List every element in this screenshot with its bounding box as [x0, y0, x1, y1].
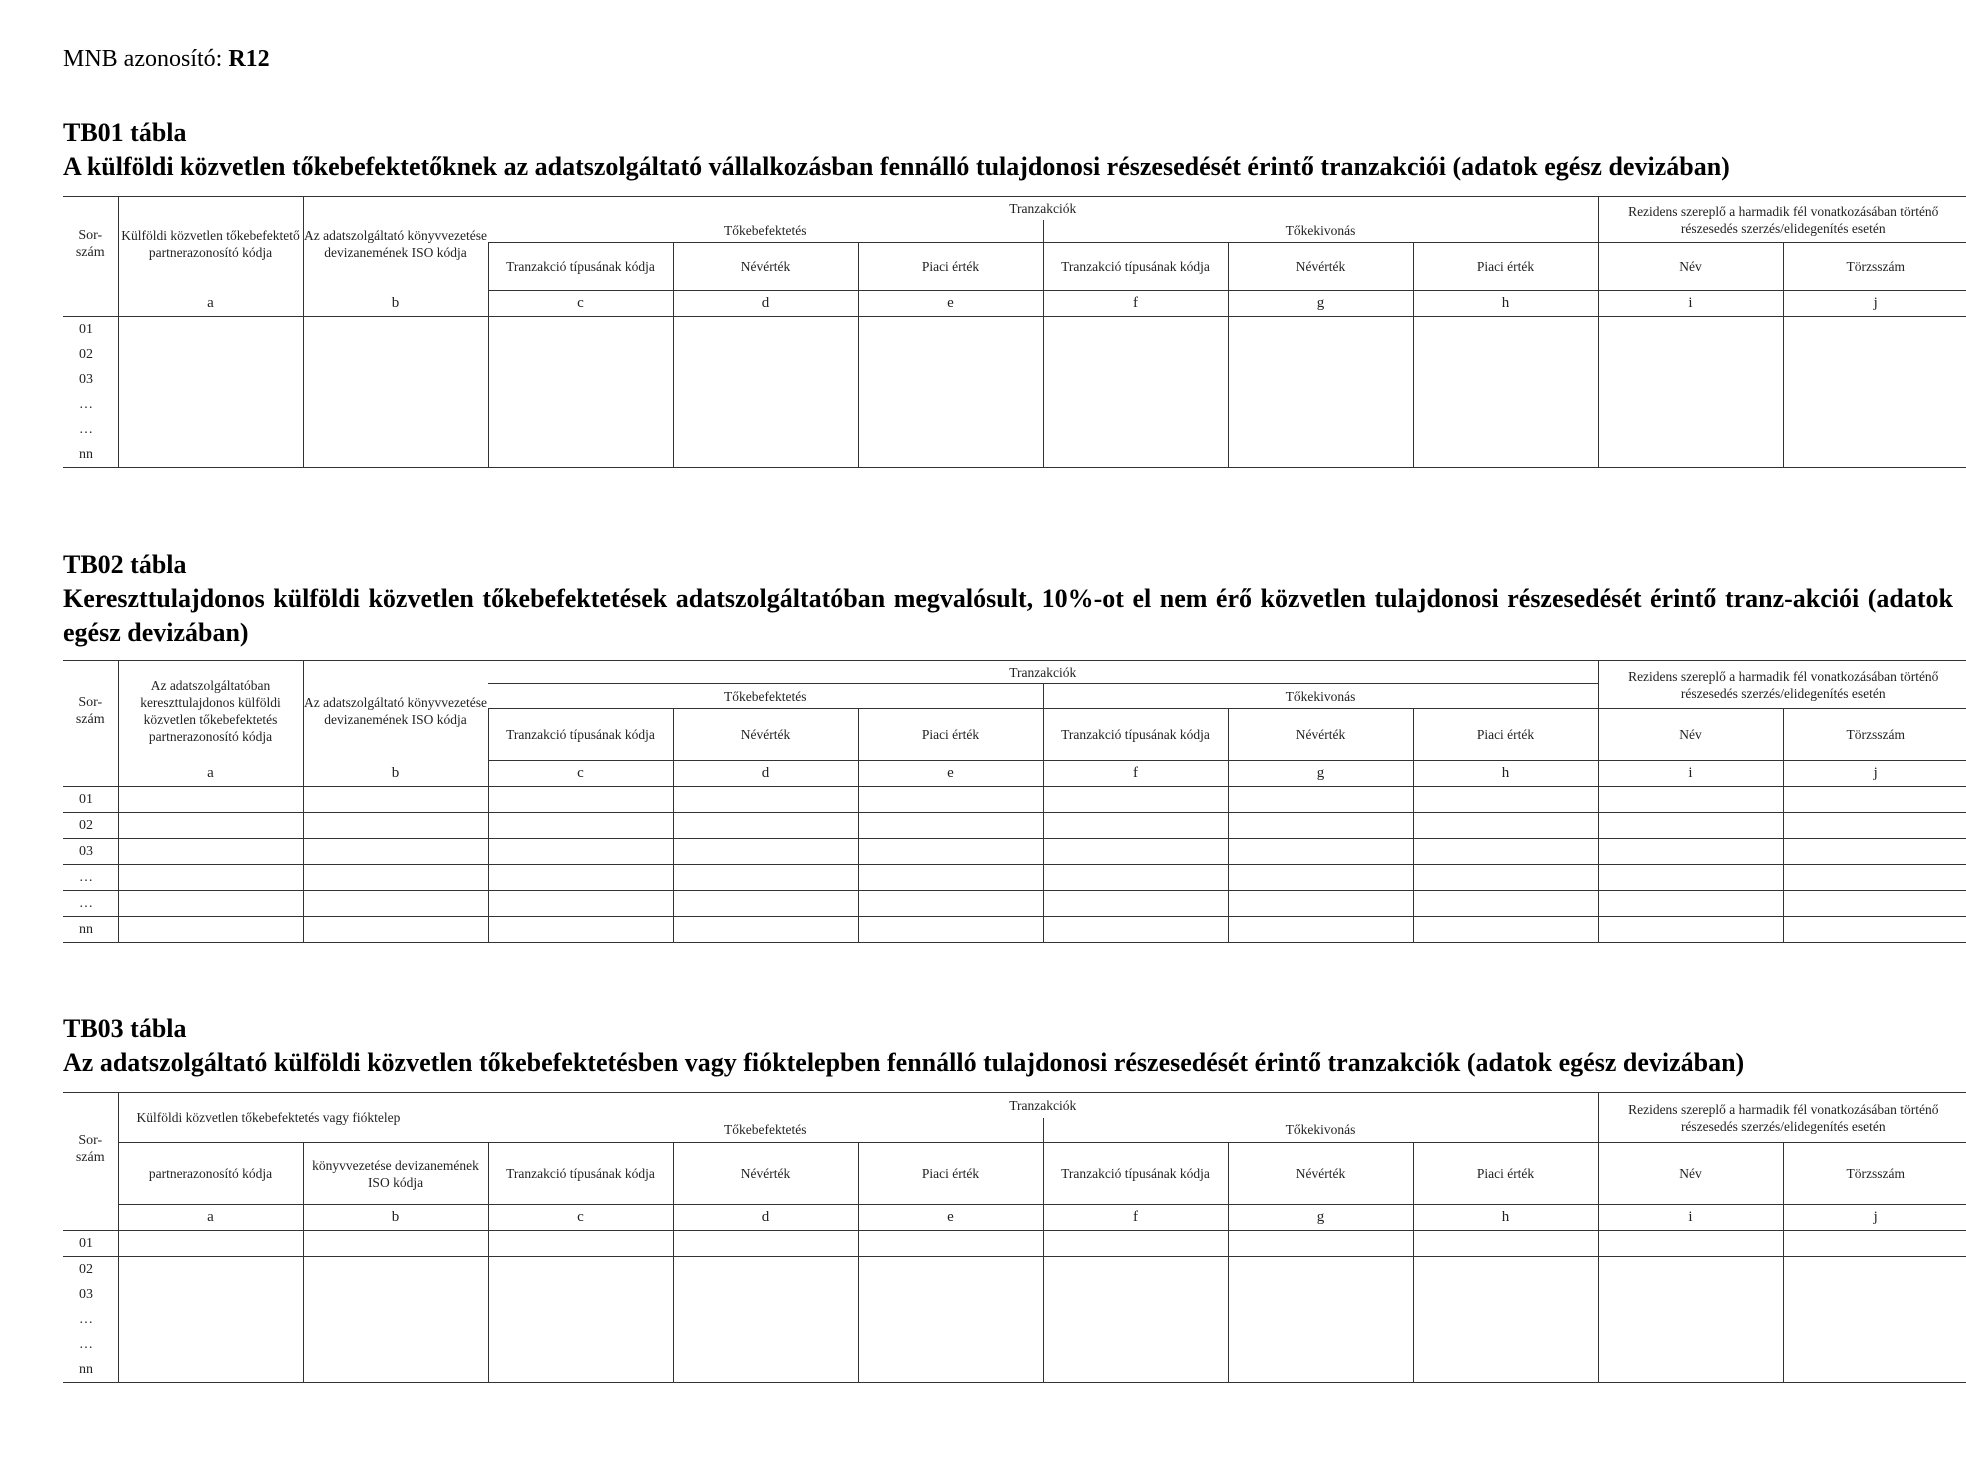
tb03-col-h-header: Piaci érték	[1413, 1143, 1598, 1205]
tb03-tokebefektetes-header: Tőkebefektetés	[488, 1118, 1043, 1143]
tb01-title: A külföldi közvetlen tőkebefektetőknek az adatszolgáltató vállalkozásban fennálló tulajdonosi részesedését érintő tranzakciói (adatok egész devizában)	[63, 152, 1730, 181]
tb03-letter: b	[303, 1205, 488, 1231]
tb01-col-h-header: Piaci érték	[1413, 243, 1598, 291]
tb01-row: nn	[63, 442, 1966, 468]
tb02-tokekivonas-header: Tőkekivonás	[1043, 684, 1598, 709]
tb02-rezidens-header: Rezidens szereplő a harmadik fél vonatkozásában történő részesedés szerzés/elidegenítés esetén	[1598, 661, 1966, 709]
tb01-tranzakciok-header: Tranzakciók	[488, 197, 1598, 220]
tb01-col-c-header: Tranzakció típusának kódja	[488, 243, 673, 291]
mnb-identifier	[63, 46, 270, 73]
tb03-col-d-header: Névérték	[673, 1143, 858, 1205]
tb03-tranzakciok-header: Tranzakciók	[488, 1093, 1598, 1118]
tb03-letter: a	[118, 1205, 303, 1231]
tb02-row: …	[63, 891, 1966, 917]
tb01-col-f-header: Tranzakció típusának kódja	[1043, 243, 1228, 291]
tb03-col-f-header: Tranzakció típusának kódja	[1043, 1143, 1228, 1205]
tb03-col-j-header: Törzsszám	[1783, 1143, 1966, 1205]
tb02-letter: b	[303, 761, 488, 787]
tb01-col-a-header: Külföldi közvetlen tőkebefektető partnerazonosító kódja	[118, 197, 303, 291]
tb02-row: nn	[63, 917, 1966, 943]
tb02-tranzakciok-header: Tranzakciók	[488, 661, 1598, 684]
tb02-row: …	[63, 865, 1966, 891]
tb01-letter: i	[1598, 291, 1783, 317]
tb02-sorszam-header: Sor- szám	[63, 661, 118, 761]
tb01-row: 03	[63, 367, 1966, 392]
tb03-letter: f	[1043, 1205, 1228, 1231]
tb03-title: Az adatszolgáltató külföldi közvetlen tőkebefektetésben vagy fióktelepben fennálló tulajdonosi részesedését érintő tranzakciók (adatok egész devizában)	[63, 1048, 1745, 1077]
tb02-col-g-header: Névérték	[1228, 709, 1413, 761]
tb01-col-g-header: Névérték	[1228, 243, 1413, 291]
tb03-letter: h	[1413, 1205, 1598, 1231]
tb01-heading	[63, 116, 1953, 184]
tb03-row: 02	[63, 1257, 1966, 1283]
tb03-letter: i	[1598, 1205, 1783, 1231]
tb03-group-ab-header: Külföldi közvetlen tőkebefektetés vagy fióktelep	[118, 1093, 488, 1143]
tb01-tokekivonas-header: Tőkekivonás	[1043, 220, 1598, 243]
tb02-tokebefektetes-header: Tőkebefektetés	[488, 684, 1043, 709]
tb03-table	[63, 1092, 1966, 1383]
tb01-row: …	[63, 392, 1966, 417]
tb03-col-i-header: Név	[1598, 1143, 1783, 1205]
tb03-heading	[63, 1012, 1953, 1080]
tb02-letter: h	[1413, 761, 1598, 787]
tb01-letter: b	[303, 291, 488, 317]
tb02-col-j-header: Törzsszám	[1783, 709, 1966, 761]
tb03-col-e-header: Piaci érték	[858, 1143, 1043, 1205]
tb03-row: …	[63, 1332, 1966, 1357]
tb01-col-i-header: Név	[1598, 243, 1783, 291]
tb02-col-c-header: Tranzakció típusának kódja	[488, 709, 673, 761]
tb02-letter: d	[673, 761, 858, 787]
tb02-col-d-header: Névérték	[673, 709, 858, 761]
tb03-row: nn	[63, 1357, 1966, 1383]
tb01-col-d-header: Névérték	[673, 243, 858, 291]
tb01-letter: f	[1043, 291, 1228, 317]
tb02-title: Kereszttulajdonos külföldi közvetlen tőkebefektetések adatszolgáltatóban megvalósult, 10%-ot el nem érő közvetlen tulajdonosi részesedését érintő tranz-akciói (adatok egész devizában)	[63, 584, 1953, 647]
tb02-row: 03	[63, 839, 1966, 865]
tb03-letter: g	[1228, 1205, 1413, 1231]
tb03-row: 01	[63, 1231, 1966, 1257]
tb01-col-j-header: Törzsszám	[1783, 243, 1966, 291]
tb01-letter: h	[1413, 291, 1598, 317]
tb01-table-name: TB01 tábla	[63, 118, 187, 147]
tb01-sorszam-header: Sor- szám	[63, 197, 118, 291]
tb02-col-a-header: Az adatszolgáltatóban kereszttulajdonos külföldi közvetlen tőkebefektetés partnerazonosító kódja	[118, 661, 303, 761]
tb03-letter: e	[858, 1205, 1043, 1231]
tb01-letter: j	[1783, 291, 1966, 317]
tb03-tokekivonas-header: Tőkekivonás	[1043, 1118, 1598, 1143]
tb01-letter: d	[673, 291, 858, 317]
tb01-col-b-header: Az adatszolgáltató könyvvezetése devizanemének ISO kódja	[303, 197, 488, 291]
mnb-code: R12	[228, 46, 270, 72]
tb02-letter: c	[488, 761, 673, 787]
tb03-letter: c	[488, 1205, 673, 1231]
tb01-row: 01	[63, 317, 1966, 343]
tb03-col-b-header: könyvvezetése devizanemének ISO kódja	[303, 1143, 488, 1205]
tb01-tokebefektetes-header: Tőkebefektetés	[488, 220, 1043, 243]
tb03-row: …	[63, 1307, 1966, 1332]
tb01-row: 02	[63, 342, 1966, 367]
tb02-letter: j	[1783, 761, 1966, 787]
tb01-col-e-header: Piaci érték	[858, 243, 1043, 291]
tb02-col-e-header: Piaci érték	[858, 709, 1043, 761]
tb03-col-g-header: Névérték	[1228, 1143, 1413, 1205]
tb02-col-i-header: Név	[1598, 709, 1783, 761]
tb02-col-b-header: Az adatszolgáltató könyvvezetése devizanemének ISO kódja	[303, 661, 488, 761]
tb03-table-name: TB03 tábla	[63, 1014, 187, 1043]
tb03-rezidens-header: Rezidens szereplő a harmadik fél vonatkozásában történő részesedés szerzés/elidegenítés esetén	[1598, 1093, 1966, 1143]
tb02-col-h-header: Piaci érték	[1413, 709, 1598, 761]
tb03-col-c-header: Tranzakció típusának kódja	[488, 1143, 673, 1205]
tb02-letter: f	[1043, 761, 1228, 787]
tb03-col-a-header: partnerazonosító kódja	[118, 1143, 303, 1205]
tb01-rezidens-header: Rezidens szereplő a harmadik fél vonatkozásában történő részesedés szerzés/elidegenítés esetén	[1598, 197, 1966, 243]
tb01-row: …	[63, 417, 1966, 442]
mnb-label: MNB azonosító:	[63, 46, 223, 72]
tb01-table	[63, 196, 1966, 468]
tb03-letter: d	[673, 1205, 858, 1231]
tb03-sorszam-header: Sor- szám	[63, 1093, 118, 1205]
tb02-table	[63, 660, 1966, 943]
tb01-letter: a	[118, 291, 303, 317]
tb02-row: 01	[63, 787, 1966, 813]
tb02-col-f-header: Tranzakció típusának kódja	[1043, 709, 1228, 761]
tb02-heading	[63, 548, 1953, 650]
tb02-table-name: TB02 tábla	[63, 550, 187, 579]
tb02-row: 02	[63, 813, 1966, 839]
tb01-letter: e	[858, 291, 1043, 317]
tb01-letter: c	[488, 291, 673, 317]
tb02-letter: e	[858, 761, 1043, 787]
tb02-letter: i	[1598, 761, 1783, 787]
tb01-letter: g	[1228, 291, 1413, 317]
tb02-letter: a	[118, 761, 303, 787]
tb03-row: 03	[63, 1282, 1966, 1307]
tb02-letter: g	[1228, 761, 1413, 787]
tb03-letter: j	[1783, 1205, 1966, 1231]
